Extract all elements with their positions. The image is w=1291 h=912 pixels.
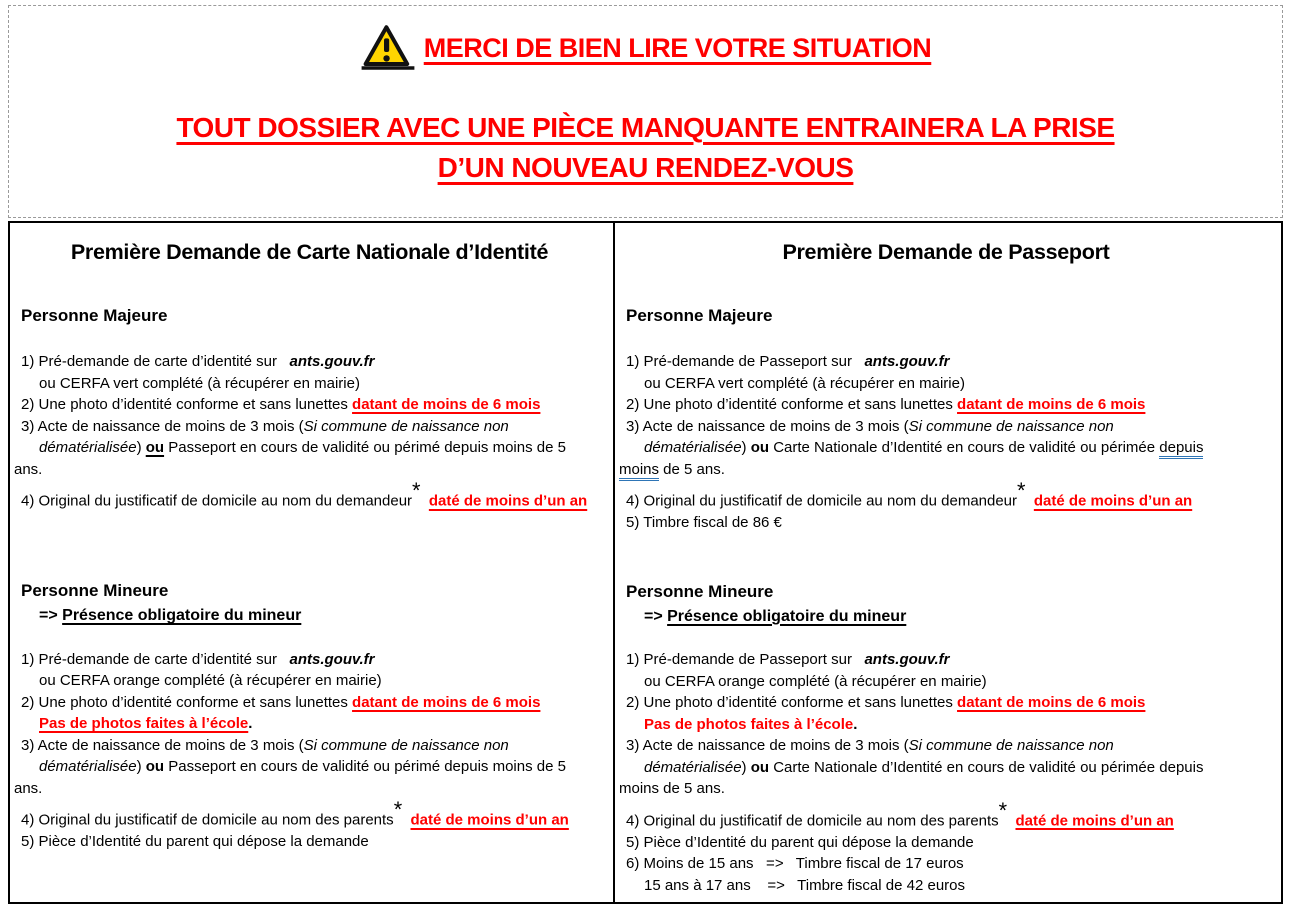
text-segment (421, 493, 429, 510)
column-title-carte-identite: Première Demande de Carte Nationale d’Identité (70, 240, 549, 264)
text-segment: * (412, 478, 421, 503)
text-segment: daté de moins d’un an (428, 492, 588, 510)
text-segment: Si commune de naissance non (908, 737, 1114, 755)
text-segment: daté de moins d’un an (1015, 812, 1174, 830)
section-cni-mineure (14, 580, 605, 853)
document-line (619, 757, 1273, 779)
document-line (619, 832, 1273, 854)
text-segment: 1) Pré-demande de carte d’identité sur (21, 650, 290, 668)
text-segment: Pas de photos faites à l’école (643, 715, 854, 733)
text-segment: ou (750, 439, 770, 456)
document-line (619, 778, 1273, 800)
text-segment: dématérialisée (39, 758, 137, 776)
document-line (14, 799, 605, 831)
text-segment: ou CERFA orange complété (à récupérer en mairie) (39, 672, 382, 690)
text-segment: ou CERFA orange complété (à récupérer en mairie) (643, 672, 987, 690)
text-segment: 1) Pré-demande de carte d’identité sur (21, 353, 290, 370)
text-segment: Si commune de naissance non (303, 417, 509, 435)
list-cni-mineure (14, 649, 605, 853)
document-line (619, 480, 1273, 512)
text-segment: Carte Nationale d’Identité en cours de validité ou périmée (769, 439, 1160, 456)
text-segment: 1) Pré-demande de Passeport sur (625, 353, 865, 370)
text-segment: ) (136, 439, 146, 456)
warning-subtitle (9, 108, 1282, 188)
document-line (14, 692, 605, 714)
text-segment: Si commune de naissance non (303, 736, 509, 754)
document-line (14, 756, 605, 778)
document-line (619, 797, 1273, 832)
text-segment: ou (145, 758, 165, 776)
text-segment: 4) Original du justificatif de domicile au nom du demandeur (625, 492, 1018, 510)
section-heading-cni-mineure: Personne Mineure (21, 581, 169, 601)
text-segment: => (643, 607, 668, 625)
text-segment: 15 ans à 17 ans => Timbre fiscal de 42 euros (643, 876, 966, 894)
document-line (14, 373, 605, 395)
document-line (619, 437, 1273, 459)
text-segment: ) (136, 758, 146, 776)
text-segment: 2) Une photo d’identité conforme et sans lunettes (21, 396, 353, 413)
section-heading-passeport-majeure: Personne Majeure (625, 306, 773, 325)
list-passeport-majeure (619, 351, 1273, 534)
document-line (619, 649, 1273, 671)
section-cni-majeure (14, 305, 605, 512)
requirements-table (8, 221, 1283, 904)
text-segment: ants.gouv.fr (289, 650, 375, 668)
text-segment: depuis (1159, 439, 1203, 459)
text-segment: ants.gouv.fr (864, 353, 950, 370)
document-line (14, 459, 605, 481)
text-segment: . (248, 715, 253, 733)
text-segment: daté de moins d’un an (1033, 492, 1193, 510)
text-segment: ou CERFA vert complété (à récupérer en mairie) (643, 374, 965, 392)
text-segment: ou (145, 439, 165, 456)
text-segment: Carte Nationale d’Identité en cours de validité ou périmée depuis (769, 758, 1204, 776)
text-segment: Si commune de naissance non (908, 417, 1114, 435)
list-passeport-mineure (619, 649, 1273, 896)
warning-header-box (8, 5, 1283, 218)
document-line (14, 778, 605, 800)
section-heading-passeport-mineure: Personne Mineure (625, 581, 774, 601)
document-line (619, 373, 1273, 395)
text-segment: ou (750, 758, 770, 776)
document-line (619, 735, 1273, 757)
text-segment: Passeport en cours de validité ou périmé depuis moins de 5 (164, 439, 566, 456)
text-segment: datant de moins de 6 mois (352, 396, 541, 413)
text-segment: Présence obligatoire du mineur (667, 607, 907, 625)
document-line (619, 512, 1273, 534)
document-line (14, 605, 605, 627)
warning-triangle-icon (360, 23, 416, 73)
text-segment (1026, 493, 1034, 510)
document-line (14, 831, 605, 853)
document-line (619, 671, 1273, 693)
list-cni-majeure (14, 351, 605, 512)
text-segment: moins de 5 ans. (618, 780, 725, 798)
text-segment: dématérialisée (643, 758, 742, 776)
text-segment: 1) Pré-demande de Passeport sur (625, 651, 865, 669)
document-line (14, 649, 605, 671)
section-passeport-mineure (619, 581, 1273, 897)
note-passeport-mineure (619, 606, 1273, 628)
text-segment: Présence obligatoire du mineur (62, 607, 302, 625)
text-segment: Pas de photos faites à l’école (39, 715, 249, 733)
document-line (14, 713, 605, 735)
document-line (619, 875, 1273, 897)
text-segment: moins (619, 461, 659, 481)
text-segment: . (853, 715, 858, 733)
document-line (14, 480, 605, 512)
text-segment: ans. (14, 779, 43, 797)
document-line (619, 416, 1273, 438)
text-segment: datant de moins de 6 mois (957, 694, 1146, 712)
text-segment: ants.gouv.fr (289, 353, 375, 370)
document-line (619, 394, 1273, 416)
column-title-passeport: Première Demande de Passeport (782, 240, 1110, 264)
document-line (619, 459, 1273, 481)
text-segment: datant de moins de 6 mois (352, 693, 541, 711)
text-segment: 3) Acte de naissance de moins de 3 mois ( (21, 736, 304, 754)
text-segment: 2) Une photo d’identité conforme et sans lunettes (21, 693, 353, 711)
text-segment: => (39, 607, 63, 625)
document-line (619, 714, 1273, 736)
warning-title-row (9, 22, 1282, 74)
text-segment: 4) Original du justificatif de domicile au nom des parents (625, 812, 999, 830)
text-segment: 2) Une photo d’identité conforme et sans lunettes (625, 396, 958, 413)
text-segment: ans. (14, 460, 43, 478)
document-line (14, 351, 605, 373)
document-line (619, 853, 1273, 875)
text-segment: 4) Original du justificatif de domicile au nom des parents (21, 811, 394, 829)
document-line (14, 394, 605, 416)
document-line (619, 606, 1273, 628)
text-segment: ants.gouv.fr (864, 651, 950, 669)
text-segment: dématérialisée (643, 439, 742, 456)
text-segment: 5) Pièce d’Identité du parent qui dépose la demande (21, 833, 369, 851)
text-segment: ) (741, 439, 751, 456)
text-segment: ) (741, 758, 751, 776)
main-warning-title: MERCI DE BIEN LIRE VOTRE SITUATION (423, 32, 932, 63)
text-segment: de 5 ans. (659, 460, 725, 478)
text-segment: 4) Original du justificatif de domicile au nom du demandeur (21, 492, 413, 510)
text-segment: dématérialisée (39, 439, 137, 456)
text-segment (402, 812, 410, 829)
note-cni-mineure (14, 605, 605, 627)
document-line (14, 735, 605, 757)
text-segment: 3) Acte de naissance de moins de 3 mois ( (625, 417, 909, 435)
text-segment: 2) Une photo d’identité conforme et sans lunettes (625, 694, 958, 712)
warning-subtitle-line-2: D’UN NOUVEAU RENDEZ-VOUS (437, 152, 854, 183)
text-segment: * (393, 797, 403, 823)
text-segment: 6) Moins de 15 ans => Timbre fiscal de 17 euros (625, 855, 964, 873)
text-segment: 5) Timbre fiscal de 86 € (625, 514, 782, 532)
document-line (14, 416, 605, 438)
text-segment: datant de moins de 6 mois (957, 396, 1146, 413)
text-segment: 5) Pièce d’Identité du parent qui dépose la demande (625, 833, 974, 851)
document-line (14, 670, 605, 692)
text-segment: * (1017, 478, 1026, 503)
document-line (619, 692, 1273, 714)
column-carte-identite (10, 223, 615, 902)
text-segment: Passeport en cours de validité ou périmé depuis moins de 5 (164, 758, 566, 776)
text-segment: 3) Acte de naissance de moins de 3 mois ( (21, 417, 304, 435)
section-heading-cni-majeure: Personne Majeure (21, 306, 168, 325)
text-segment: 3) Acte de naissance de moins de 3 mois ( (625, 737, 909, 755)
text-segment: * (998, 797, 1008, 823)
text-segment: ou CERFA vert complété (à récupérer en mairie) (39, 374, 360, 392)
column-passeport (615, 223, 1281, 902)
document-line (619, 351, 1273, 373)
document-line (14, 437, 605, 459)
warning-subtitle-line-1: TOUT DOSSIER AVEC UNE PIÈCE MANQUANTE ENTRAINERA LA PRISE (176, 112, 1115, 143)
section-passeport-majeure (619, 305, 1273, 534)
text-segment: daté de moins d’un an (410, 811, 569, 829)
